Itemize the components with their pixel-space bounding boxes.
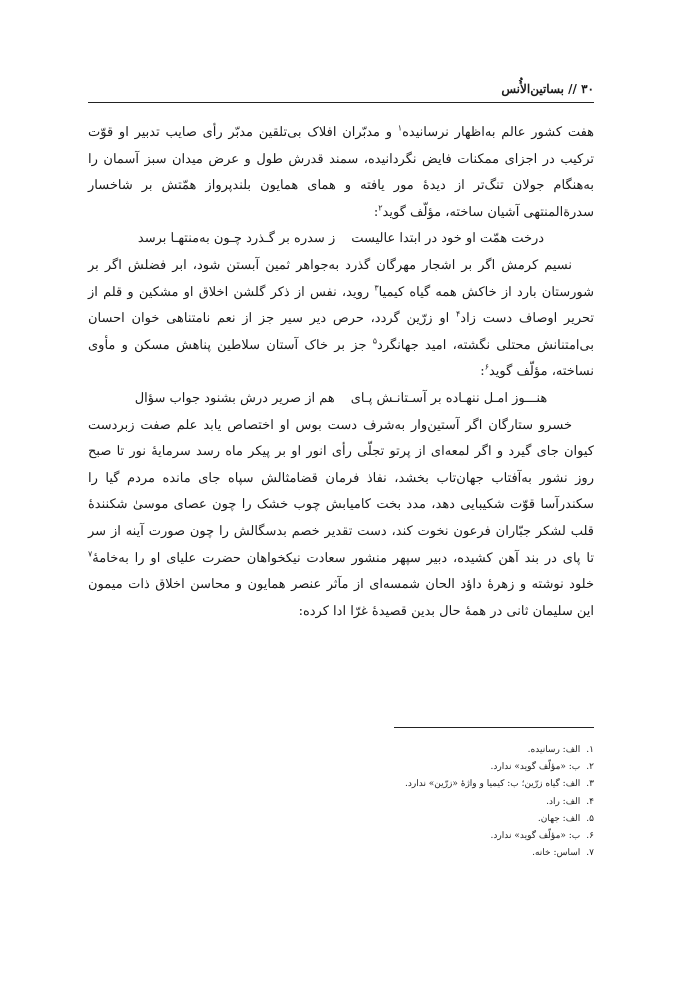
footnote-item: [88, 845, 594, 862]
footnote-number: ۶.: [586, 831, 594, 842]
footnote-mark-7[interactable]: ۷: [88, 549, 93, 559]
footnote-text: ب: «مؤلّف گوید» ندارد.: [490, 762, 581, 773]
footnote-text: ب: «مؤلّف گوید» ندارد.: [490, 831, 581, 842]
footnote-text: اساس: خانه.: [532, 848, 581, 859]
running-head: ۳۰ // بساتین‌الأُنس: [501, 82, 594, 96]
footnote-mark-6[interactable]: ۶: [484, 363, 489, 373]
footnote-rule: [394, 727, 594, 728]
footnote-number: ۷.: [586, 848, 594, 859]
footnote-text: الف: رسانیده.: [527, 745, 581, 755]
footnotes-list: [88, 742, 594, 862]
footnote-item: [88, 811, 594, 828]
paragraph-1: هفت کشور عالم به‌اظهار نرسانیده$^۱$ و مدبّران افلاک بی‌تلقین مدبّر رأی صایب تدبیر او قوّت ترکیب در اجزای ممکنات فایض نگردانیده، سمند قدرش طول و عرض میدان سبز آسمان را به‌هنگام جولان تنگ‌تر از دیدهٔ مور یافته و همای همایون بلندپرواز همّتش بر شاخسار سدرةالمنتهی آشیان ساخته، مؤلّف گوید$^۲$:: [88, 123, 595, 220]
footnote-text: الف: راد.: [546, 796, 581, 807]
verse-1-hemistich-1: درخت همّت او خود در ابتدا عالیست: [351, 231, 545, 247]
paragraph-2: نسیم کرمش اگر بر اشجار مهرگان گذرد به‌جواهر ثمین آبستن شود، ابر فضلش اگر بر شورستان بارد از خاکش همه گیاه کیمیا$^۳$ روید، نفس از ذکر گلشن اخلاق او مشکین و قلم از تحریر اوصاف دست زاد$^۴$ او زرّین گردد، حرص دیر سیر جز از نعم نامتناهی خوان احسان بی‌امتنانش محتلی نگشته، امید جهانگرد$^۵$ جز بر خاک آستان سلاطین پناهش مسکن و مأوی نساخته، مؤلّف گوید$^۶$:: [88, 257, 595, 380]
footnote-number: ۳.: [586, 779, 594, 790]
footnote-mark-1[interactable]: ۱: [397, 123, 403, 133]
footnote-number: ۲.: [586, 762, 594, 773]
footnote-mark-4[interactable]: ۴: [455, 309, 461, 319]
verse-1-hemistich-2: ز سدره بر گـذرد چـون به‌منتهـا برسد: [137, 231, 336, 247]
verse-2-hemistich-2: هم از صریر درش بشنود جواب سؤال: [134, 390, 335, 406]
footnote-number: ۴.: [586, 796, 594, 807]
footnote-item: [88, 794, 594, 811]
header-rule: [88, 102, 594, 103]
verse-2-hemistich-1: هنـــوز امـل ننهـاده بر آسـتانـش پـای: [350, 390, 548, 406]
footnote-mark-5[interactable]: ۵: [372, 336, 378, 346]
footnote-mark-3[interactable]: ۳: [374, 283, 379, 293]
footnote-item: [88, 742, 594, 759]
footnote-item: [88, 828, 594, 845]
verse-1: [88, 226, 594, 253]
verse-2: [88, 386, 594, 413]
footnote-mark-2[interactable]: ۲: [378, 203, 383, 213]
paragraph-3: خسرو ستارگان اگر آستین‌وار به‌شرف دست بوس او اختصاص یابد علم صفت زبردست کیوان جای گیرد و اگر لمعه‌ای از پرتو تجلّی رأی انور او بر پیکر ماه رسد سرمایهٔ نور تا صبح روز نشور به‌آفتاب جهان‌تاب بخشد، نفاذ فرمان قضامثالش سپاه جای مانده مردم گیا را سکندرآسا قوّت شکیبایی دهد، مدد بخت کامیابش چوب خشک را چون عصای موسیٰ شکنندهٔ قلب لشکر جبّاران فرعون نخوت کند، دست تقدیر خصم بدسگالش را چون صورت آینه از سر تا پای در بند آهن کشیده، دبیر سپهر منشور سعادت نیکخواهان حضرت علیای او را به‌خامهٔ$^۷$ خلود نوشته و زهرهٔ داؤد الحان شمسه‌ای از مآثر عنصر همایون و محاسن اخلاق ذات میمون این سلیمان ثانی در همهٔ حال بدین قصیدهٔ غرّا ادا کرده:: [88, 417, 594, 619]
footnote-item: [88, 759, 594, 776]
footnote-number: ۵.: [586, 813, 594, 824]
footnote-text: الف: گیاه زرّین؛ ب: کیمیا و واژهٔ «زرّین» ندارد.: [405, 779, 581, 790]
footnote-item: [88, 776, 594, 793]
footnote-number: ۱.: [586, 745, 594, 755]
footnote-text: الف: جهان.: [537, 813, 581, 824]
main-text: [88, 120, 594, 625]
